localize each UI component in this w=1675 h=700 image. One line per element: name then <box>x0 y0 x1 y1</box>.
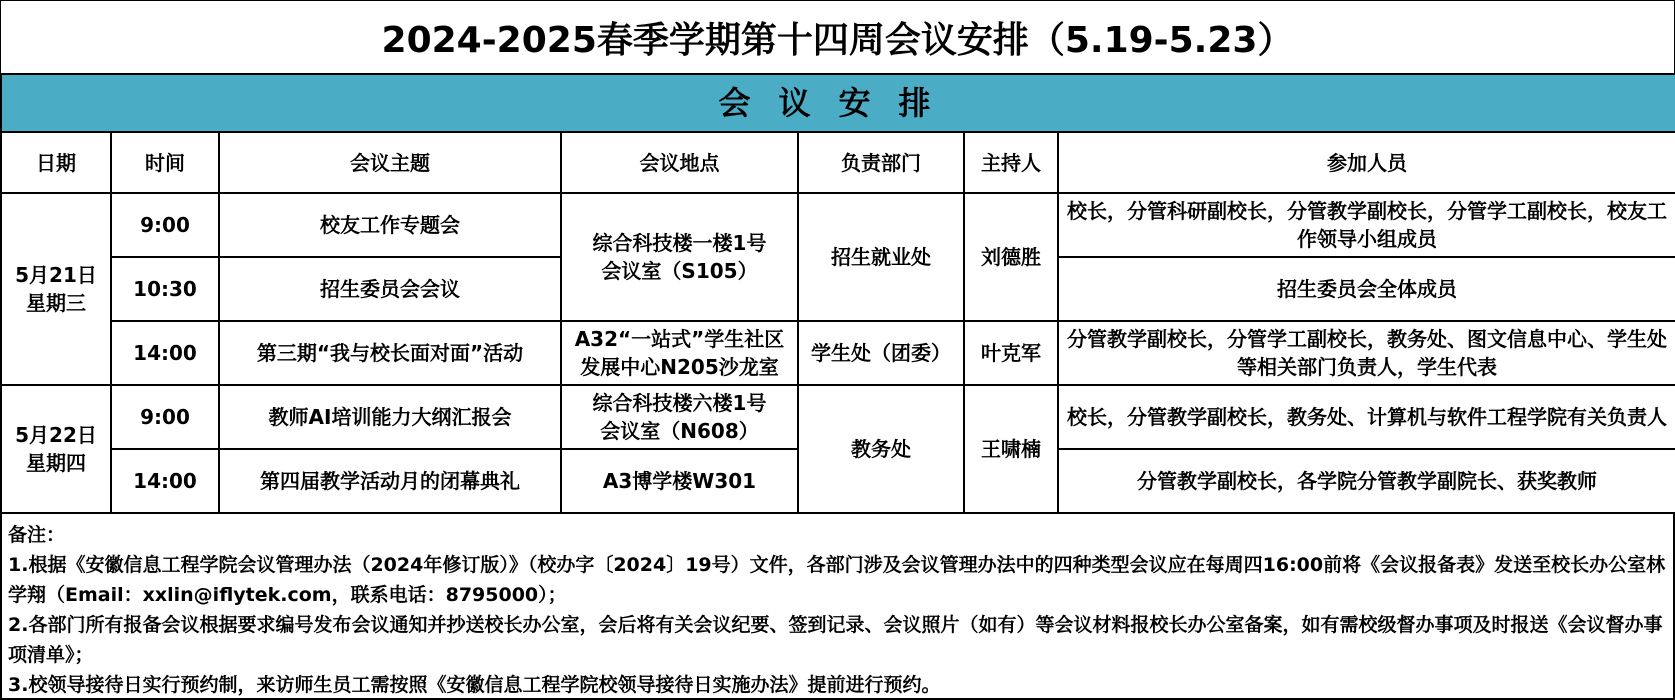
attendees-cell: 校长，分管教学副校长，教务处、计算机与软件工程学院有关负责人 <box>1058 385 1675 449</box>
time-cell: 10:30 <box>111 257 219 321</box>
note-item: 3.校领导接待日实行预约制，来访师生员工需按照《安徽信息工程学院校领导接待日实施办法》提前进行预约。 <box>8 674 941 696</box>
header-date: 日期 <box>1 132 111 193</box>
table-row <box>1 385 1675 449</box>
dept-cell: 教务处 <box>798 385 964 513</box>
section-banner: 会议安排 <box>1 74 1675 132</box>
location-cell: A3博学楼W301 <box>561 449 798 513</box>
weekday-text: 星期三 <box>26 291 86 315</box>
weekday-text: 星期四 <box>26 451 86 475</box>
attendees-cell: 分管教学副校长，分管学工副校长，教务处、图文信息中心、学生处等相关部门负责人，学生代表 <box>1058 321 1675 385</box>
time-cell: 14:00 <box>111 449 219 513</box>
time-cell: 9:00 <box>111 193 219 257</box>
header-location: 会议地点 <box>561 132 798 193</box>
notes-section <box>0 514 1675 700</box>
note-item: 1.根据《安徽信息工程学院会议管理办法（2024年修订版）》（校办字〔2024〕19号）文件，各部门涉及会议管理办法中的四种类型会议应在每周四16:00前将《会议报备表》发送至校长办公室林学翔（Email：xxlin@iflytek.com，联系电话：8795000）； <box>8 554 1666 606</box>
table-row <box>1 193 1675 257</box>
attendees-cell: 分管教学副校长，各学院分管教学副院长、获奖教师 <box>1058 449 1675 513</box>
date-text: 5月21日 <box>15 263 97 287</box>
host-cell: 王啸楠 <box>964 385 1058 513</box>
attendees-cell: 招生委员会全体成员 <box>1058 257 1675 321</box>
date-cell <box>1 385 111 513</box>
notes-heading: 备注： <box>8 524 66 546</box>
location-cell: 综合科技楼六楼1号会议室（N608） <box>561 385 798 449</box>
location-cell: A32“一站式”学生社区发展中心N205沙龙室 <box>561 321 798 385</box>
dept-cell: 学生处（团委） <box>798 321 964 385</box>
header-dept: 负责部门 <box>798 132 964 193</box>
header-row <box>1 132 1675 193</box>
date-text: 5月22日 <box>15 423 97 447</box>
note-item: 2.各部门所有报备会议根据要求编号发布会议通知并抄送校长办公室，会后将有关会议纪要、签到记录、会议照片（如有）等会议材料报校长办公室备案，如有需校级督办事项及时报送《会议督办事项清单》； <box>8 614 1663 666</box>
schedule-table <box>0 73 1675 514</box>
dept-cell: 招生就业处 <box>798 193 964 321</box>
header-topic: 会议主题 <box>219 132 561 193</box>
attendees-cell: 校长，分管科研副校长，分管教学副校长，分管学工副校长，校友工作领导小组成员 <box>1058 193 1675 257</box>
header-host: 主持人 <box>964 132 1058 193</box>
page-title: 2024-2025春季学期第十四周会议安排（5.19-5.23） <box>0 0 1675 74</box>
header-time: 时间 <box>111 132 219 193</box>
topic-cell: 教师AI培训能力大纲汇报会 <box>219 385 561 449</box>
topic-cell: 招生委员会会议 <box>219 257 561 321</box>
host-cell: 叶克军 <box>964 321 1058 385</box>
topic-cell: 校友工作专题会 <box>219 193 561 257</box>
topic-cell: 第三期“我与校长面对面”活动 <box>219 321 561 385</box>
location-cell: 综合科技楼一楼1号会议室（S105） <box>561 193 798 321</box>
table-row <box>1 321 1675 385</box>
header-attendees: 参加人员 <box>1058 132 1675 193</box>
banner-row <box>1 74 1675 132</box>
host-cell: 刘德胜 <box>964 193 1058 321</box>
time-cell: 9:00 <box>111 385 219 449</box>
time-cell: 14:00 <box>111 321 219 385</box>
date-cell <box>1 193 111 385</box>
topic-cell: 第四届教学活动月的闭幕典礼 <box>219 449 561 513</box>
